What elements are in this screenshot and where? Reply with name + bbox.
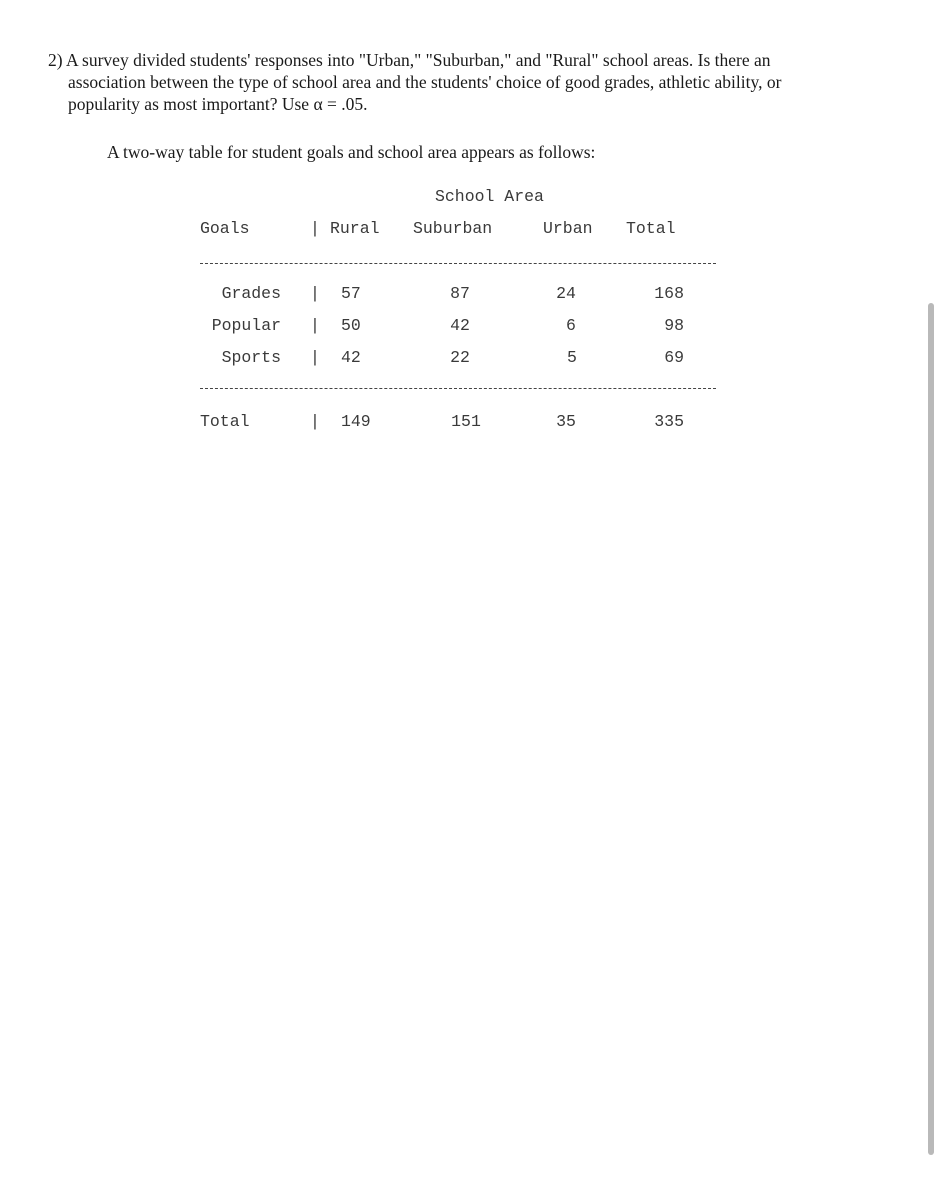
cell-rural: 50	[341, 316, 361, 335]
vertical-scrollbar[interactable]	[928, 303, 934, 1155]
cell-total: 98	[664, 316, 684, 335]
cell-rural: 57	[341, 284, 361, 303]
cell-total: 168	[654, 284, 684, 303]
cell-total: 69	[664, 348, 684, 367]
row-label: Grades	[221, 284, 281, 303]
cell-suburban: 151	[451, 412, 481, 431]
table-intro: A two-way table for student goals and school area appears as follows:	[107, 142, 596, 162]
row-separator: |	[310, 412, 320, 431]
cell-suburban: 22	[450, 348, 470, 367]
row-separator: |	[310, 316, 320, 335]
header-total: Total	[626, 219, 676, 238]
row-label: Popular	[211, 316, 281, 335]
header-rural: Rural	[330, 219, 380, 238]
cell-rural: 149	[341, 412, 371, 431]
question-line-1: 2) A survey divided students' responses into "Urban," "Suburban," and "Rural" school areas. Is there an	[48, 50, 771, 70]
divider-bottom	[200, 388, 716, 389]
cell-total: 335	[654, 412, 684, 431]
header-suburban: Suburban	[413, 219, 493, 238]
question-line-2: association between the type of school area and the students' choice of good grades, athletic ability, or	[68, 72, 782, 92]
header-urban: Urban	[543, 219, 593, 238]
row-separator: |	[310, 284, 320, 303]
question-line-3: popularity as most important? Use α = .05.	[68, 94, 368, 114]
super-header-school-area: School Area	[435, 187, 544, 206]
cell-rural: 42	[341, 348, 361, 367]
cell-urban: 6	[566, 316, 576, 335]
cell-suburban: 87	[450, 284, 470, 303]
header-goals: Goals	[200, 219, 250, 238]
cell-urban: 35	[556, 412, 576, 431]
header-separator: |	[310, 219, 320, 238]
cell-urban: 5	[567, 348, 577, 367]
row-separator: |	[310, 348, 320, 367]
cell-suburban: 42	[450, 316, 470, 335]
question-text	[48, 49, 908, 115]
cell-urban: 24	[556, 284, 576, 303]
row-label: Total	[200, 412, 250, 431]
row-label: Sports	[221, 348, 281, 367]
divider-top	[200, 263, 716, 264]
